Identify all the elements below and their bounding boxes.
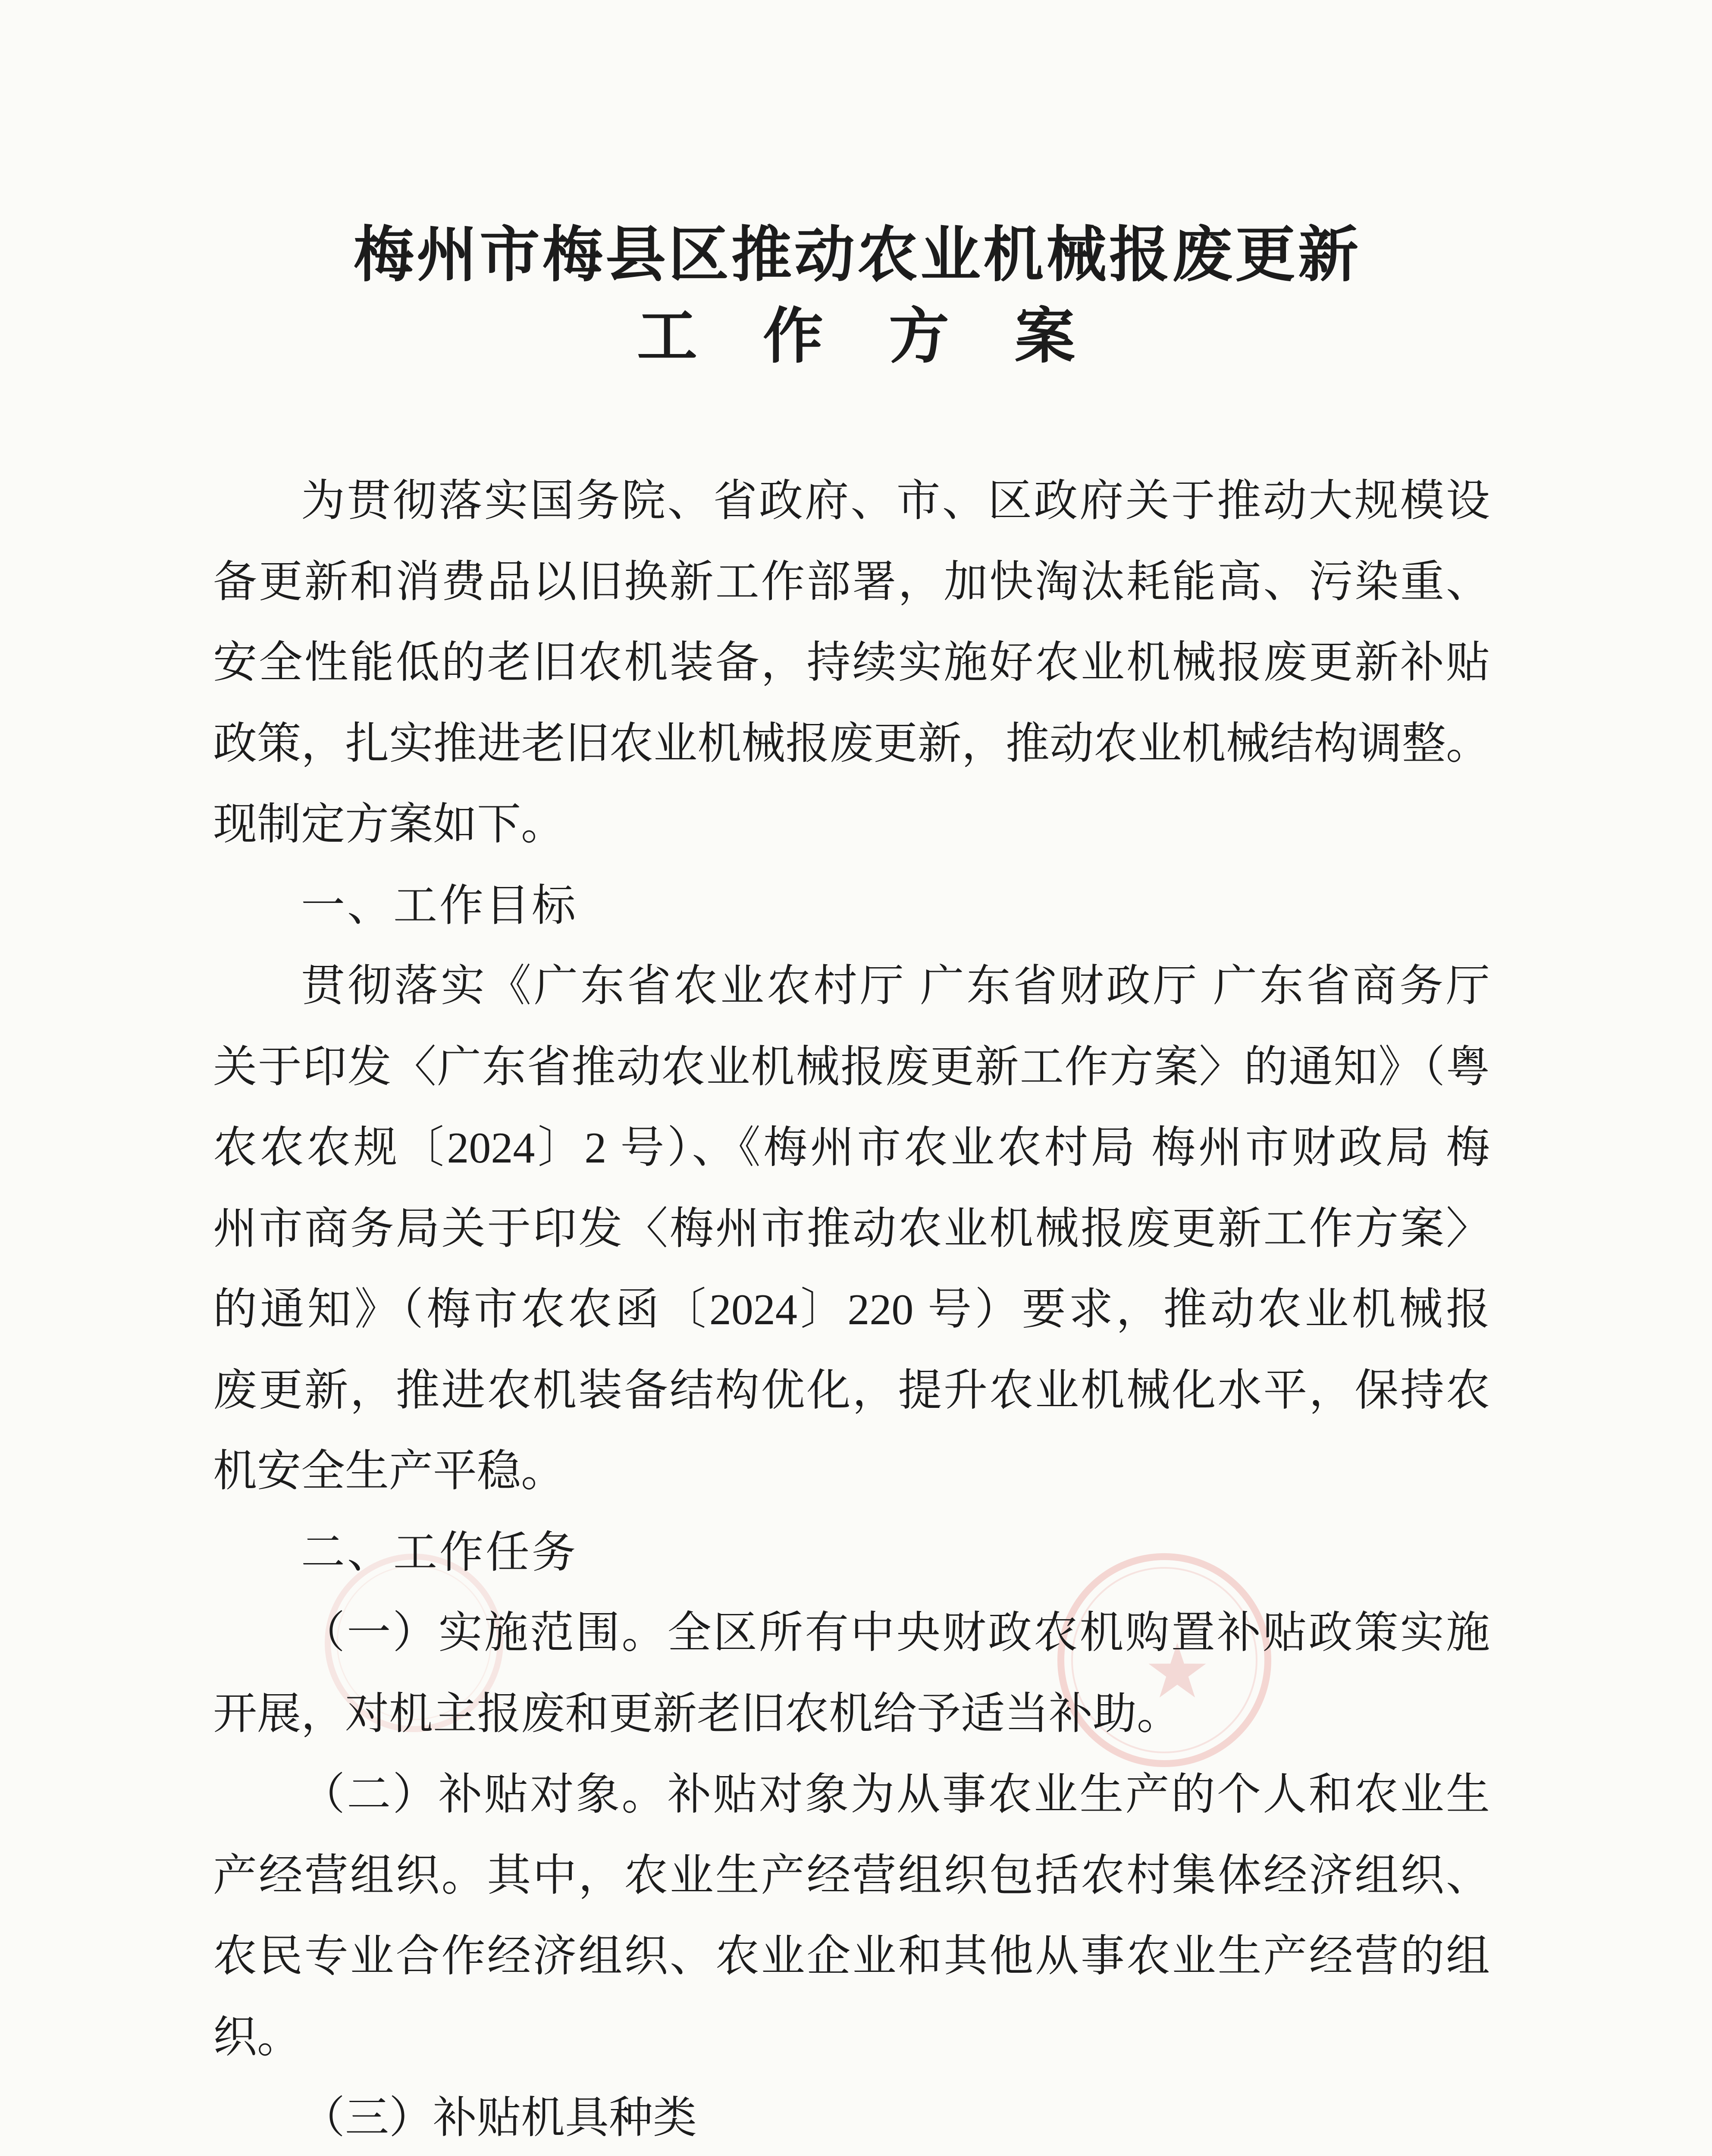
- intro-line: 为贯彻落实国务院、省政府、市、区政府关于推动大规模设: [301, 477, 1490, 526]
- goals-line: 废更新，推进农机装备结构优化，提升农业机械化水平，保持农: [213, 1366, 1490, 1415]
- goals-line: 农农农规〔2024〕2 号）、《梅州市农业农村局 梅州市财政局 梅: [213, 1124, 1490, 1172]
- intro-line: 现制定方案如下。: [213, 800, 565, 849]
- intro-line: 政策，扎实推进老旧农业机械报废更新，推动农业机械结构调整。: [213, 719, 1490, 768]
- task-item-2-line: 农民专业合作经济组织、农业企业和其他从事农业生产经营的组: [213, 1932, 1490, 1981]
- goals-line: 贯彻落实《广东省农业农村厅 广东省财政厅 广东省商务厅: [301, 962, 1490, 1011]
- task-item-2-line: 织。: [213, 2013, 301, 2062]
- task-item-2-line: 产经营组织。其中，农业生产经营组织包括农村集体经济组织、: [213, 1851, 1490, 1900]
- task-item-1-line: （一）实施范围。全区所有中央财政农机购置补贴政策实施: [301, 1609, 1490, 1658]
- section-heading-goals: 一、工作目标: [301, 881, 578, 930]
- document-body: [213, 461, 1490, 2156]
- goals-line: 关于印发〈广东省推动农业机械报废更新工作方案〉的通知》（粤: [213, 1043, 1490, 1092]
- goals-line: 州市商务局关于印发〈梅州市推动农业机械报废更新工作方案〉: [213, 1204, 1490, 1253]
- intro-line: 备更新和消费品以旧换新工作部署，加快淘汰耗能高、污染重、: [213, 558, 1490, 607]
- task-item-2-line: （二）补贴对象。补贴对象为从事农业生产的个人和农业生: [301, 1771, 1490, 1819]
- document-title-line-2: 工 作 方 案: [637, 301, 1078, 372]
- goals-line: 机安全生产平稳。: [213, 1447, 565, 1496]
- document-title-line-1: 梅州市梅县区推动农业机械报废更新: [353, 219, 1361, 290]
- task-item-3-line: （三）补贴机具种类: [301, 2094, 697, 2143]
- intro-line: 安全性能低的老旧农机装备，持续实施好农业机械报废更新补贴: [213, 639, 1490, 687]
- task-item-1-line: 开展，对机主报废和更新老旧农机给予适当补助。: [213, 1689, 1181, 1739]
- goals-line: 的通知》（梅市农农函〔2024〕220 号）要求，推动农业机械报: [213, 1285, 1490, 1334]
- section-heading-tasks: 二、工作任务: [301, 1527, 578, 1577]
